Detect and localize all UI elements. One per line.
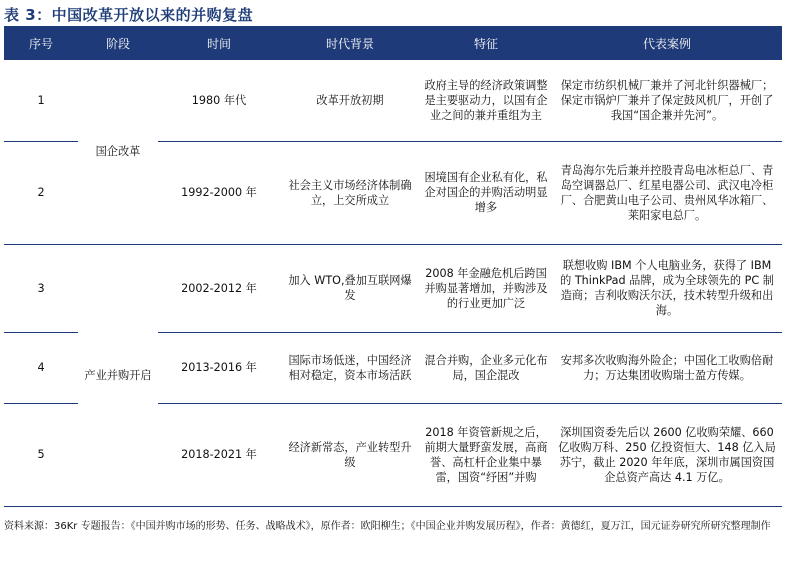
table-title: 表 3：中国改革开放以来的并购复盘 (4, 6, 254, 24)
cell-case: 安邦多次收购海外险企；中国化工收购倍耐力；万达集团收购瑞士盈方传媒。 (552, 332, 782, 403)
header-background: 时代背景 (280, 26, 420, 60)
cell-time: 1992-2000 年 (158, 141, 280, 244)
cell-stage-2: 产业并购开启 (78, 244, 158, 506)
cell-time: 2013-2016 年 (158, 332, 280, 403)
header-row (4, 26, 782, 60)
cell-no: 5 (4, 403, 78, 506)
cell-background: 经济新常态，产业转型升级 (280, 403, 420, 506)
cell-feature: 2008 年金融危机后跨国并购显著增加，并购涉及的行业更加广泛 (420, 244, 552, 332)
cell-case: 保定市纺织机械厂兼并了河北针织器械厂；保定市锅炉厂兼并了保定鼓风机厂，开创了我国“国企兼并先河”。 (552, 60, 782, 141)
cell-no: 2 (4, 141, 78, 244)
cell-case: 联想收购 IBM 个人电脑业务，获得了 IBM 的 ThinkPad 品牌，成为全球领先的 PC 制造商；吉利收购沃尔沃，技术转型升级和出海。 (552, 244, 782, 332)
cell-feature: 困境国有企业私有化，私企对国企的并购活动明显增多 (420, 141, 552, 244)
cell-feature: 政府主导的经济政策调整是主要驱动力，以国有企业之间的兼并重组为主 (420, 60, 552, 141)
cell-feature: 混合并购，企业多元化布局，国企混改 (420, 332, 552, 403)
table-row (4, 244, 782, 332)
cell-no: 3 (4, 244, 78, 332)
cell-background: 社会主义市场经济体制确立，上交所成立 (280, 141, 420, 244)
cell-time: 2018-2021 年 (158, 403, 280, 506)
cell-case: 青岛海尔先后兼并控股青岛电冰柜总厂、青岛空调器总厂、红星电器公司、武汉电冷柜厂、合肥黄山电子公司、贵州风华冰箱厂、莱阳家电总厂。 (552, 141, 782, 244)
cell-case: 深圳国资委先后以 2600 亿收购荣耀、660 亿收购万科、250 亿投资恒大、148 亿入局苏宁，截止 2020 年年底，深圳市属国资国企总资产高达 4.1 万亿。 (552, 403, 782, 506)
header-stage: 阶段 (78, 26, 158, 60)
source-note: 资料来源：36Kr 专题报告：《中国并购市场的形势、任务、战略战术》，原作者：欧阳柳生；《中国企业并购发展历程》，作者：黄德红，夏万江，国元证券研究所研究整理制作 (4, 521, 771, 532)
cell-feature: 2018 年资管新规之后，前期大量野蛮发展，高商誉、高杠杆企业集中暴雷，国资“纾困”并购 (420, 403, 552, 506)
cell-no: 4 (4, 332, 78, 403)
cell-background: 国际市场低迷，中国经济相对稳定，资本市场活跃 (280, 332, 420, 403)
cell-stage-1: 国企改革 (78, 60, 158, 244)
cell-background: 加入 WTO,叠加互联网爆发 (280, 244, 420, 332)
cell-time: 2002-2012 年 (158, 244, 280, 332)
header-case: 代表案例 (552, 26, 782, 60)
cell-background: 改革开放初期 (280, 60, 420, 141)
table-row (4, 60, 782, 141)
header-no: 序号 (4, 26, 78, 60)
ma-history-table (4, 26, 782, 507)
header-feature: 特征 (420, 26, 552, 60)
cell-no: 1 (4, 60, 78, 141)
cell-time: 1980 年代 (158, 60, 280, 141)
header-time: 时间 (158, 26, 280, 60)
